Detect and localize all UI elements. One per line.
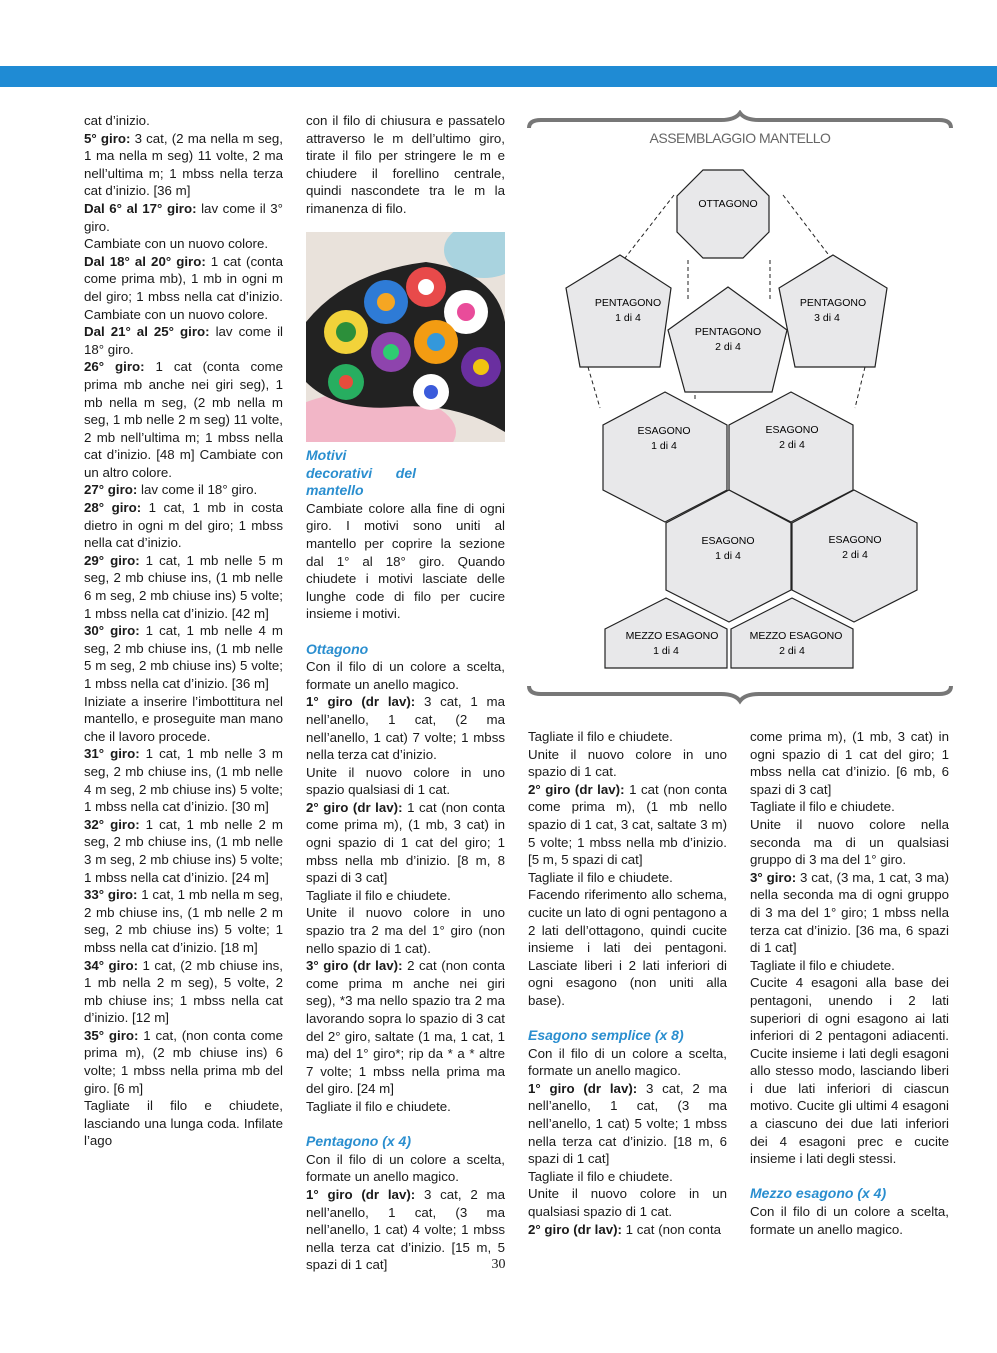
pentagono-3-label: PENTAGONO (799, 297, 867, 309)
text-column-3 (528, 728, 727, 1238)
instruction-paragraph: 2° giro (dr lav): 1 cat (non conta come prima m), (1 mb nello spazio di 1 cat, 3 cat, saltate 3 m) 5 volte; 1 mbss nella mb d’inizio. [5 m, 5 spazi di cat] (528, 781, 727, 868)
crochet-photo (306, 232, 505, 442)
text-column-2 (306, 447, 505, 1274)
mezzo-esagono-1-label: MEZZO ESAGONO (625, 630, 719, 642)
esagono-1-count: 1 di 4 (651, 440, 677, 452)
pentagono-3-shape (779, 255, 887, 367)
ottagono-label: OTTAGONO (698, 198, 758, 210)
diagram-title: ASSEMBLAGGIO MANTELLO (649, 130, 831, 146)
pentagono-2-count: 2 di 4 (715, 341, 741, 353)
instruction-paragraph: Unite il nuovo colore in uno spazio tra 2 ma del 1° giro (non nello spazio di 1 cat). (306, 905, 505, 956)
instruction-paragraph: 35° giro: 1 cat, (non conta come prima m), (2 mb chiuse ins) 6 volte; 1 mbss nella prima mb del giro. [6 m] (84, 1027, 283, 1096)
instruction-paragraph: Con il filo di un colore a scelta, formate un anello magico. (306, 659, 505, 692)
pentagono-1-shape (566, 255, 671, 367)
instruction-paragraph: Tagliate il filo e chiudete, lasciando una lunga coda. Infilate l’ago (84, 1098, 283, 1149)
instruction-paragraph: 28° giro: 1 cat, 1 mb in costa dietro in ogni m del giro; 1 mbss nella cat d’inizio. (84, 500, 283, 551)
instruction-paragraph: Con il filo di un colore a scelta, formate un anello magico. (306, 1151, 505, 1185)
instruction-paragraph: Dal 18° al 20° giro: 1 cat (conta come prima mb), 1 mb in ogni m del giro; 1 mbss nella cat d’inizio. Cambiate con un nuovo colore. (84, 253, 283, 322)
motivi-text: Cambiate colore alla fine di ogni giro. I motivi sono uniti al mantello per coprire la sezione dal 1° al 18° giro. Quando chiudete i motivi lasciate delle lunghe code di filo per cucire insieme i motivi. (306, 500, 505, 622)
bottom-brace (529, 686, 951, 701)
pentagono-continued (528, 728, 727, 1010)
round-label: 28° giro: (84, 500, 142, 516)
instruction-paragraph: Unite il nuovo colore in uno spazio di 1 cat. (528, 746, 727, 780)
round-label: Dal 21° al 25° giro: (84, 324, 210, 340)
instruction-paragraph: 5° giro: 3 cat, (2 ma nella m seg, 1 ma nella m seg) 11 volte, 2 ma nell’ultima m; 1 mbss nella terza cat d’inizio. [36 m] (84, 130, 283, 199)
text-column-4 (750, 728, 949, 1238)
closing-paragraph: con il filo di chiusura e passatelo attraverso le m dell’ultimo giro, tirate il filo per stringere le m e chiudere il forellino centrale, quindi nascondete tra le m la rimanenza di filo. (306, 113, 505, 216)
mezzo-esagono-text: Con il filo di un colore a scelta, formate un anello magico. (750, 1204, 949, 1237)
instruction-paragraph: 32° giro: 1 cat, 1 mb nelle 2 m seg, 2 mb chiuse ins, (1 mb nelle 3 m seg, 2 mb chiuse ins) 5 volte; 1 mbss nella cat d’inizio. [24 m] (84, 816, 284, 885)
instruction-paragraph: Con il filo di un colore a scelta, formate un anello magico. (528, 1045, 727, 1079)
instruction-paragraph: Unite il nuovo colore in un qualsiasi spazio di 1 cat. (528, 1186, 727, 1220)
instruction-paragraph: 3° giro (dr lav): 2 cat (non conta come prima m anche nei giri seg), *3 ma nello spazio tra 2 ma lavorando sopra lo spazio di 3 cat del 2° giro, saltate (1 ma, 1 cat, 1 ma) del 1° giro*; rip da * a * altre 7 volte; 1 mbss nella prima ma del giro. [24 m] (306, 958, 505, 1097)
round-label: 31° giro: (84, 746, 140, 762)
instruction-paragraph: Tagliate il filo e chiudete. (528, 869, 673, 885)
page-number: 30 (491, 1257, 506, 1272)
ottagono-heading: Ottagono (306, 640, 369, 657)
round-label: 2° giro (dr lav): (528, 781, 625, 797)
pentagono-1-label: PENTAGONO (594, 297, 662, 309)
esagono-1-label: ESAGONO (637, 425, 691, 437)
round-label: 30° giro: (84, 623, 140, 639)
round-label: 34° giro: (84, 957, 139, 973)
mezzo-esagono-1-count: 1 di 4 (653, 645, 679, 657)
mezzo-esagono-heading: Mezzo esagono (x 4) (750, 1185, 887, 1202)
round-label: Dal 18° al 20° giro: (84, 253, 206, 269)
round-label: 32° giro: (84, 816, 140, 832)
top-brace (529, 113, 951, 128)
instruction-paragraph: Unite il nuovo colore in uno spazio qualsiasi di 1 cat. (306, 764, 505, 798)
pentagono-2-pent (668, 287, 787, 392)
instruction-paragraph: 29° giro: 1 cat, 1 mb nelle 5 m seg, 2 mb chiuse ins, (1 mb nelle 6 m seg, 2 mb chiuse ins) 5 volte; 1 mbss nella cat d’inizio. [42 m] (84, 552, 284, 621)
instruction-paragraph: Cambiate con un nuovo colore. (84, 236, 269, 252)
instruction-paragraph: 1° giro (dr lav): 3 cat, 2 ma nell’anello, 1 cat, (3 ma nell’anello, 1 cat) 4 volte; 1 mbss nella terza cat d’inizio. [15 m, 5 spazi di 1 cat] (306, 1186, 505, 1273)
esagono-3-count: 1 di 4 (715, 550, 741, 562)
esagono-heading: Esagono semplice (x 8) (528, 1027, 684, 1044)
instruction-paragraph: Tagliate il filo e chiudete. (750, 957, 895, 973)
round-label: 2° giro (dr lav): (528, 1221, 622, 1237)
round-label: 1° giro (dr lav): (306, 1186, 416, 1202)
ottagono-instructions (306, 658, 505, 1115)
round-label: 33° giro: (84, 887, 138, 903)
esagono-2-count: 2 di 4 (779, 439, 805, 451)
mezzo-esagono-2-count: 2 di 4 (779, 645, 805, 657)
pentagono-2-label: PENTAGONO (694, 326, 762, 338)
instruction-paragraph: 31° giro: 1 cat, 1 mb nelle 3 m seg, 2 mb chiuse ins, (1 mb nelle 4 m seg, 2 mb chiuse ins) 5 volte; 1 mbss nella cat d’inizio. [30 m] (84, 746, 284, 815)
esagono-4-label: ESAGONO (828, 534, 882, 546)
esagono-4-count: 2 di 4 (842, 549, 868, 561)
instruction-paragraph: Tagliate il filo e chiudete. (528, 1168, 673, 1184)
instruction-paragraph: cat d’inizio. (84, 113, 150, 128)
instruction-paragraph: Tagliate il filo e chiudete. (528, 729, 673, 744)
instruction-paragraph: 26° giro: 1 cat (conta come prima mb anche nei giri seg), 1 mb nella m seg, (2 mb nella m seg, 1 mb nelle 2 m seg) 11 volte, 2 mb nell’ultima m; 1 mbss nella cat d’inizio. [48 m] Cambiate con un altro colore. (84, 359, 284, 480)
round-label: 5° giro: (84, 130, 131, 146)
esagono-instructions (528, 1045, 727, 1239)
instruction-paragraph: 30° giro: 1 cat, 1 mb nelle 4 m seg, 2 mb chiuse ins, (1 mb nelle 5 m seg, 2 mb chiuse ins) 5 volte; 1 mbss nella cat d’inizio. [36 m] (84, 623, 284, 691)
instruction-paragraph: Dal 6° al 17° giro: lav come il 3° giro. (84, 200, 283, 234)
assembly-diagram (525, 110, 955, 715)
pentagono-1-count: 1 di 4 (615, 312, 641, 324)
esagono-3-label: ESAGONO (701, 535, 755, 547)
pentagono-instructions (306, 1151, 505, 1274)
instruction-paragraph: 1° giro (dr lav): 3 cat, 2 ma nell’anello, 1 cat, (3 ma nell’anello, 1 cat) 5 volte; 1 mbss nella terza cat d’inizio. [18 m, 6 spazi di 1 cat] (528, 1080, 727, 1167)
instruction-paragraph: 1° giro (dr lav): 3 cat, 1 ma nell’anello, 1 cat, (2 ma nell’anello, 1 cat) 7 volte; 1 mbss nella terza cat d’inizio. (306, 694, 505, 763)
header-color-band (0, 66, 997, 87)
ottagono-shape (677, 170, 769, 258)
instruction-paragraph: 3° giro: 3 cat, (3 ma, 1 cat, 3 ma) nella seconda ma di ogni gruppo di 3 ma del 1° giro; 1 mbss nella terza cat d’inizio. [36 ma, 6 spazi di 1 cat] (750, 869, 949, 956)
mezzo-esagono-2-label: MEZZO ESAGONO (749, 630, 843, 642)
instruction-paragraph: come prima m), (1 mb, 3 cat) in ogni spazio di 1 cat del giro; 1 mbss nella cat d’inizio. [6 mb, 6 spazi di 3 cat] (750, 729, 949, 797)
instruction-paragraph: Unite il nuovo colore nella seconda ma di un qualsiasi gruppo di 3 ma del 1° giro. (750, 816, 949, 868)
instruction-paragraph: Cucite 4 esagoni alla base dei pentagoni, unendo i 2 lati superiori di ogni esagono ai lati inferiori di 2 pentagoni adiacenti. Cucite insieme i lati degli esagoni allo stesso modo, lasciando liberi i due lati inferiori di ciascun motivo. Cucite gli ultimi 4 esagoni a ciascuno dei due lati inferiori dei 4 esagoni prec e cucite insieme i lati degli stessi. (750, 975, 949, 1167)
pentagono-heading: Pentagono (x 4) (306, 1133, 412, 1150)
instruction-paragraph: Tagliate il filo e chiudete. (306, 887, 451, 903)
round-label: 3° giro: (750, 869, 797, 885)
instruction-paragraph: Facendo riferimento allo schema, cucite un lato di ogni pentagono a 2 lati dell’ottagono, quindi cucite insieme i lati dei pentagoni. Lasciate liberi i 2 lati inferiori di ogni esagono (non uniti alla base). (528, 887, 727, 1008)
instruction-paragraph: Dal 21° al 25° giro: lav come il 18° giro. (84, 324, 283, 357)
instruction-paragraph: Tagliate il filo e chiudete. (750, 799, 895, 815)
instruction-paragraph: 33° giro: 1 cat, 1 mb nella m seg, 2 mb chiuse ins, (1 mb nelle 2 m seg, 2 mb chiuse ins) 5 volte; 1 mbss nella cat d’inizio. [18 m] (84, 887, 284, 955)
round-label: 26° giro: (84, 359, 145, 375)
instruction-paragraph: Tagliate il filo e chiudete. (306, 1098, 451, 1114)
round-label: 1° giro (dr lav): (528, 1080, 638, 1096)
instruction-paragraph: 2° giro (dr lav): 1 cat (non conta come prima m), (1 mb, 3 cat) in ogni spazio di 1 cat del giro; 1 mbss nella mb d’inizio. [8 m, 8 spazi di 3 cat] (306, 799, 505, 886)
instruction-paragraph: 2° giro (dr lav): 1 cat (non conta (528, 1221, 722, 1237)
round-label: 27° giro: (84, 482, 138, 498)
text-column-2-top (306, 112, 505, 218)
round-label: 3° giro (dr lav): (306, 958, 403, 974)
esagono-continued (750, 728, 949, 1168)
round-label: Dal 6° al 17° giro: (84, 200, 197, 216)
instruction-paragraph: 27° giro: lav come il 18° giro. (84, 482, 258, 498)
round-label: 35° giro: (84, 1027, 139, 1043)
motivi-heading: Motivi decorativi del mantello (306, 447, 416, 499)
pentagono-3-count: 3 di 4 (814, 312, 840, 324)
instruction-paragraph: Iniziate a inserire l’imbottitura nel mantello, e proseguite man mano che il lavoro procede. (84, 693, 283, 744)
round-label: 2° giro (dr lav): (306, 799, 403, 815)
round-label: 1° giro (dr lav): (306, 694, 416, 710)
instruction-paragraph: 34° giro: 1 cat, (2 mb chiuse ins, 1 mb nella 2 m seg), 5 volte, 2 mb chiuse ins; 1 mbss nella cat d’inizio. [12 m] (84, 957, 283, 1026)
round-label: 29° giro: (84, 552, 140, 568)
esagono-2-label: ESAGONO (765, 424, 819, 436)
text-column-1 (84, 112, 283, 1150)
